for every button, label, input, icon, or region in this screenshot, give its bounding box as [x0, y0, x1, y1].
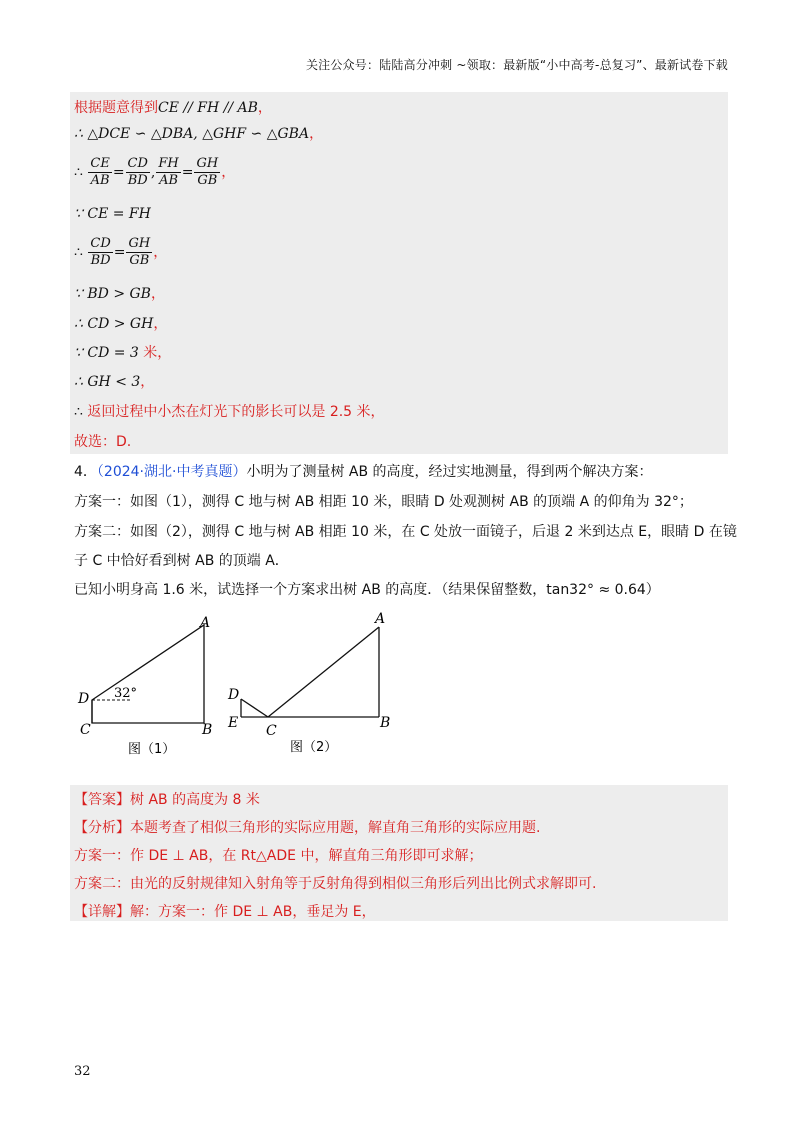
question-plan-2a: 方案二：如图（2），测得 C 地与树 AB 相距 10 米，在 C 处放一面镜子，后退 2 米到达点 E，眼睛 D 在镜: [74, 524, 737, 540]
question-number: 4．: [74, 464, 97, 480]
fig2-label-e: E: [228, 715, 239, 731]
solution-line-4: [74, 204, 151, 224]
solution-text: 返回过程中小杰在灯光下的影长可以是 2.5 米，: [87, 404, 385, 420]
math-expression: ∵ BD > GB: [74, 286, 151, 302]
fig1-angle-label: 32°: [114, 686, 138, 701]
solution-line-3: ∴ $\frac{CE}{AB}$ = $\frac{CD}{BD}$ , $\frac{FH}{AB}$ = $\frac{GH}{GB}$ ，: [74, 156, 236, 188]
fig1-caption: 图（1）: [128, 742, 176, 757]
fig2-label-c: C: [266, 723, 277, 739]
fraction: $\frac{CE}{AB}$: [90, 156, 110, 188]
solution-line-5: ∴ $\frac{CD}{BD}$ = $\frac{GH}{GB}$ ，: [74, 236, 168, 268]
detail-line: [74, 902, 376, 922]
solution-line-8: [74, 343, 171, 363]
solution-conclusion: 故选：D.: [74, 434, 132, 450]
solution-line-10: [74, 402, 385, 422]
math-expression: ∵ CD = 3: [74, 345, 139, 361]
answer-line: [74, 790, 260, 810]
page-header: 关注公众号：陆陆高分冲刺 ~领取：最新版“小中高考-总复习”、最新试卷下载: [305, 58, 728, 72]
fig1-label-a: A: [200, 615, 211, 631]
question-stem: [74, 462, 653, 482]
fig1-label-d: D: [78, 691, 90, 707]
fig2-label-d: D: [228, 687, 240, 703]
analysis-tag: 【分析】: [74, 820, 130, 836]
math-expression: ∴ GH < 3: [74, 374, 141, 390]
answer-text: 树 AB 的高度为 8 米: [130, 792, 260, 808]
question-plan-2b: 子 C 中恰好看到树 AB 的顶端 A．: [74, 553, 289, 569]
figure-1: [77, 615, 212, 757]
therefore-symbol: ∴: [74, 404, 83, 420]
figure-2: [227, 611, 390, 755]
fraction: $\frac{FH}{AB}$: [158, 156, 179, 188]
solution-line-2: ∴ △DCE ∽ △DBA, △GHF ∽ △GBA，: [74, 126, 324, 142]
fig2-caption: 图（2）: [290, 740, 338, 755]
fig1-label-b: B: [202, 722, 213, 738]
page-number: 32: [74, 1064, 91, 1079]
question-text: 小明为了测量树 AB 的高度，经过实地测量，得到两个解决方案：: [246, 464, 653, 480]
fig2-label-a: A: [375, 611, 386, 627]
fraction: $\frac{CD}{BD}$: [127, 156, 148, 188]
question-plan-1: 方案一：如图（1），测得 C 地与树 AB 相距 10 米，眼睛 D 处观测树 AB 的顶端 A 的仰角为 32°；: [74, 494, 693, 510]
fraction: $\frac{CD}{BD}$: [90, 236, 111, 268]
solution-text: 根据题意得到: [74, 100, 158, 116]
analysis-text: 本题考查了相似三角形的实际应用题，解直角三角形的实际应用题.: [130, 820, 541, 836]
question-source: （2024·湖北·中考真题）: [96, 464, 247, 480]
fraction: $\frac{GH}{GB}$: [128, 236, 151, 268]
math-expression: ∴ △DCE ∽ △DBA, △GHF ∽ △GBA: [74, 126, 310, 142]
detail-tag: 【详解】: [74, 904, 130, 920]
geometry-figures: [70, 605, 410, 765]
solution-line-9: ∴ GH < 3，: [74, 374, 155, 390]
question-given: 已知小明身高 1.6 米，试选择一个方案求出树 AB 的高度．（结果保留整数，tan32° ≈ 0.64）: [74, 582, 660, 598]
math-expression: ∴ CD > GH: [74, 316, 154, 332]
solution-line-11: [74, 432, 131, 452]
analysis-plan-1-text: 方案一：作 DE ⊥ AB，在 Rt△ADE 中，解直角三角形即可求解；: [74, 848, 483, 864]
math-expression: CE // FH // AB: [158, 100, 258, 116]
solution-line-7: ∴ CD > GH，: [74, 316, 168, 332]
solution-block: [70, 92, 728, 454]
answer-tag: 【答案】: [74, 792, 130, 808]
solution-line-6: ∵ BD > GB，: [74, 286, 165, 302]
analysis-plan-2: [74, 874, 596, 894]
therefore-symbol: ∴: [74, 244, 83, 261]
analysis-line: [74, 818, 540, 838]
unit-text: 米，: [143, 345, 172, 361]
math-expression: ∵ CE = FH: [74, 206, 151, 222]
fraction: $\frac{GH}{GB}$: [196, 156, 219, 188]
fig2-label-b: B: [380, 715, 391, 731]
therefore-symbol: ∴: [74, 164, 83, 181]
fig1-label-c: C: [80, 722, 91, 738]
analysis-plan-1: [74, 846, 482, 866]
analysis-plan-2-text: 方案二：由光的反射规律知入射角等于反射角得到相似三角形后列出比例式求解即可.: [74, 876, 597, 892]
solution-line-1: 根据题意得到CE // FH // AB，: [74, 100, 272, 116]
detail-text: 解：方案一：作 DE ⊥ AB，垂足为 E，: [130, 904, 376, 920]
